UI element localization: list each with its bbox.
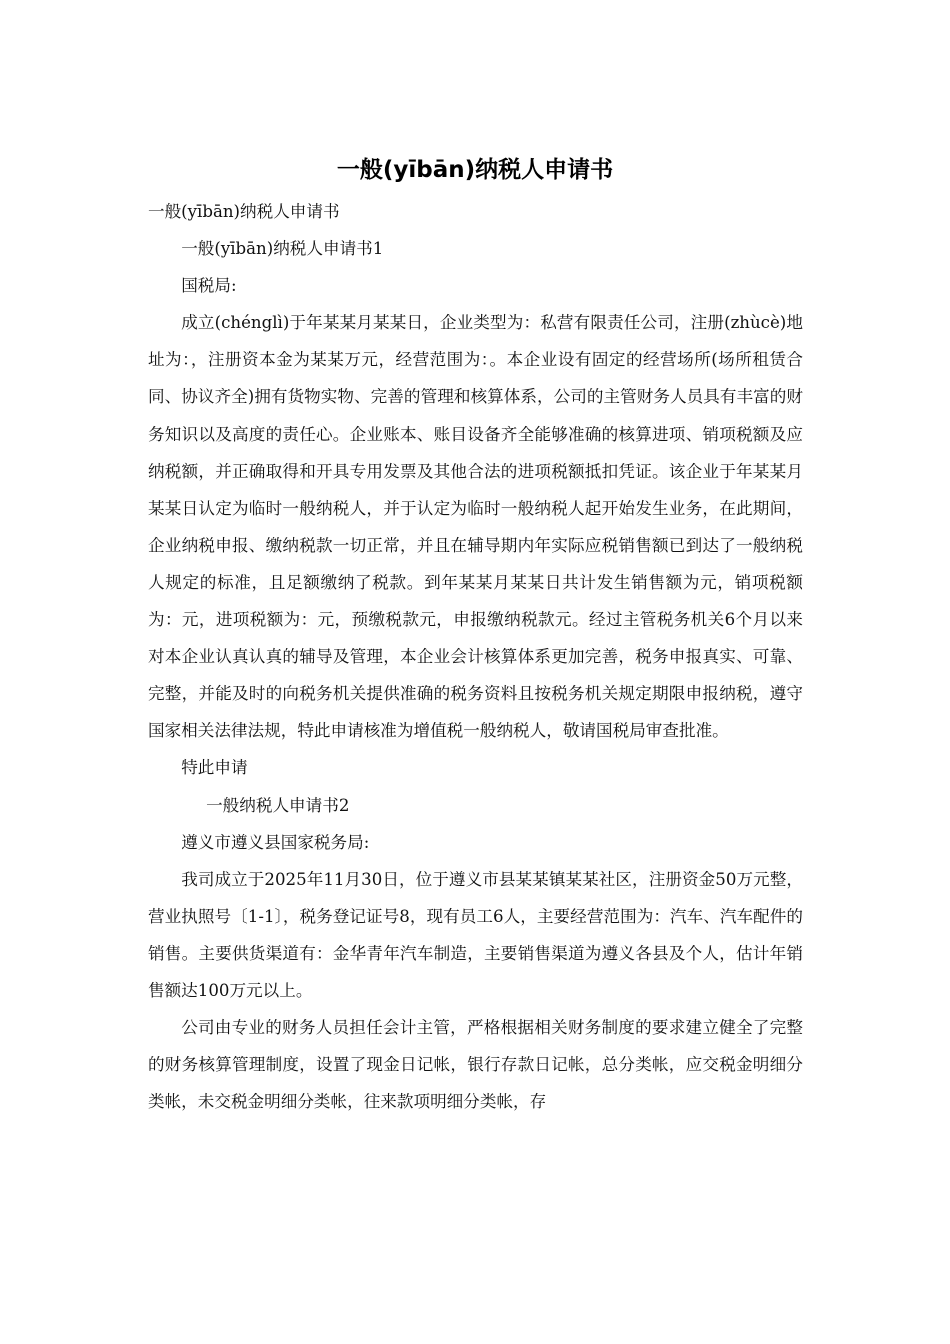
paragraph-subtitle-1: 一般(yībān)纳税人申请书1 [181,239,384,259]
document-title: 一般(yībān)纳税人申请书 [336,157,614,183]
paragraph-subtitle-2: 一般纳税人申请书2 [206,795,350,815]
paragraph-header: 一般(yībān)纳税人申请书 [148,202,340,221]
paragraph-closing-1: 特此申请 [181,758,248,778]
paragraph-body-2: 我司成立于2025年11月30日，位于遵义市县某某镇某某社区，注册资金50万元整，营业执照号〔1-1〕，税务登记证号8，现有员工6人，主要经营范围为：汽车、汽车配件的销售。主要供货渠道有：金华青年汽车制造，主要销售渠道为遵义各县及个人，估计年销售额达100万元以上。 [148,869,803,1000]
paragraph-salutation-1: 国税局: [181,276,237,296]
paragraph-body-3: 公司由专业的财务人员担任会计主管，严格根据相关财务制度的要求建立健全了完整的财务核算管理制度，设置了现金日记帐，银行存款日记帐，总分类帐，应交税金明细分类帐，未交税金明细分类帐，往来款项明细分类帐，存 [148,1018,803,1112]
paragraph-salutation-2: 遵义市遵义县国家税务局: [181,832,370,852]
paragraph-body-1: 成立(chénglì)于年某某月某某日，企业类型为：私营有限责任公司，注册(zhùcè)地址为：，注册资本金为某某万元，经营范围为：。本企业设有固定的经营场所(场所租赁合同、协议齐全)拥有货物实物、完善的管理和核算体系，公司的主管财务人员具有丰富的财务知识以及高度的责任心。企业账本、账目设备齐全能够准确的核算进项、销项税额及应纳税额，并正确取得和开具专用发票及其他合法的进项税额抵扣凭证。该企业于年某某月某某日认定为临时一般纳税人，并于认定为临时一般纳税人起开始发生业务，在此期间，企业纳税申报、缴纳税款一切正常，并且在辅导期内年实际应税销售额已到达了一般纳税人规定的标准，且足额缴纳了税款。到年某某月某某日共计发生销售额为元，销项税额为：元，进项税额为：元，预缴税款元，申报缴纳税款元。经过主管税务机关6个月以来对本企业认真认真的辅导及管理，本企业会计核算体系更加完善，税务申报真实、可靠、完整，并能及时的向税务机关提供准确的税务资料且按税务机关规定期限申报纳税，遵守国家相关法律法规，特此申请核准为增值税一般纳税人，敬请国税局审查批准。 [148,313,803,741]
document-body [148,193,803,1120]
